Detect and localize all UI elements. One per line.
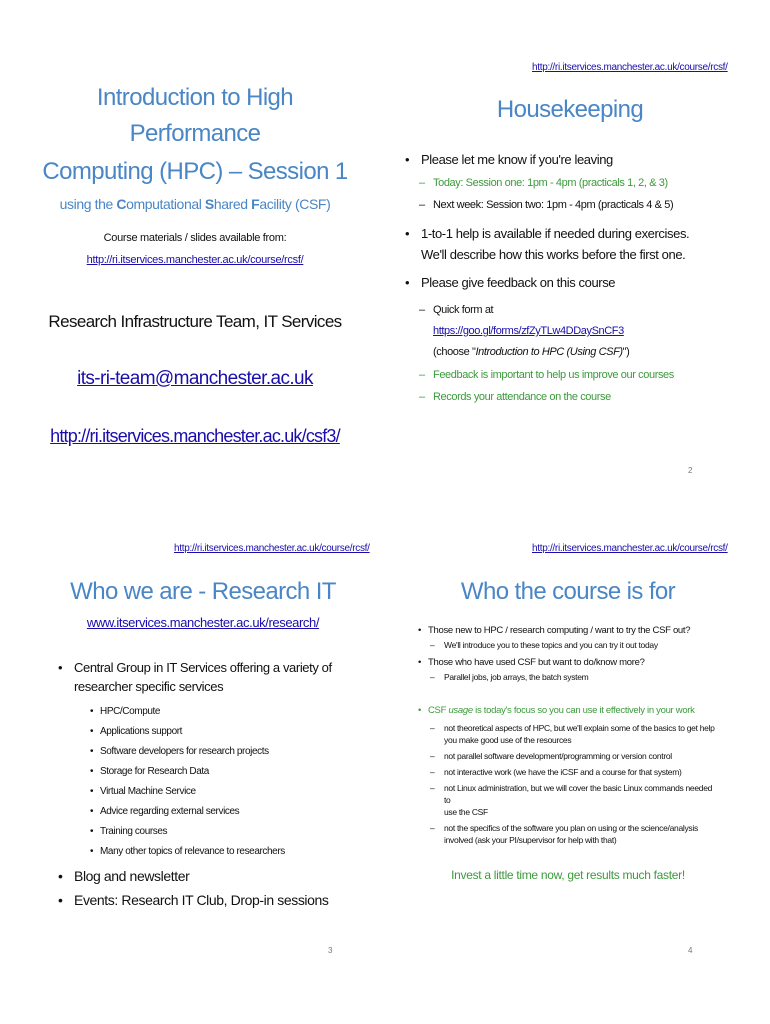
slide3-title: Who we are - Research IT [70,578,336,605]
list-item [90,822,348,842]
sub-text: – not the specifics of the software you plan on using or the science/analysis [444,823,698,833]
bullet-text: Feedback is important to help us improve our courses [433,369,674,381]
slide-2 [405,90,735,403]
list-item [58,658,348,696]
choose-text [433,342,735,363]
list-item [430,722,718,746]
usage-italic: usage [448,705,473,716]
slide-4 [418,572,718,882]
list-item [419,300,735,363]
list-item [418,656,718,670]
subtitle-part: S [204,196,214,212]
bullet-text: researcher specific services [74,679,224,694]
sub-text: – not Linux administration, but we will cover the basic Linux commands needed to [444,783,713,805]
list-item [419,177,735,189]
sub-text: – not interactive work (we have the iCSF and a course for that system) [444,767,682,777]
list-item [405,152,735,167]
materials-label: Course materials / slides available from: [103,232,287,244]
slide1-title-line2: Computing (HPC) – Session 1 [42,158,348,185]
subtitle-part: acility (CSF) [259,196,331,212]
list-item [419,199,735,211]
bullet-text: We'll introduce you to these topics and you can try it out today [444,640,658,650]
bullet-text: Parallel jobs, job arrays, the batch system [444,672,589,682]
slide1-title-line1: Introduction to High Performance [96,84,294,147]
bullet-text: is today's focus so you can use it effectively in your work [472,705,695,716]
bullet-text: – Quick form at [433,304,494,316]
bullet-text: Next week: Session two: 1pm - 4pm (practicals 4 & 5) [433,199,674,211]
sub-text: involved (ask your PI/supervisor for help with that) [444,835,617,845]
list-item [90,802,348,822]
choose-pre: (choose " [433,346,476,358]
choose-post: ") [622,346,630,358]
service-text: Software developers for research projects [100,746,269,757]
bullet-text: CSF [428,705,449,716]
slide3-top-url[interactable]: http://ri.itservices.manchester.ac.uk/course/rcsf/ [174,543,370,554]
sub-text: you make good use of the resources [444,735,572,745]
feedback-form-link[interactable]: https://goo.gl/forms/zfZyTLw4DDaySnCF3 [433,325,624,337]
service-text: Advice regarding external services [100,806,240,817]
slide4-top-url[interactable]: http://ri.itservices.manchester.ac.uk/course/rcsf/ [532,543,728,554]
bullet-text: We'll describe how this works before the first one. [421,247,686,262]
bullet-text: Please let me know if you're leaving [421,152,613,167]
course-audience-list [418,624,718,846]
list-item [58,892,348,908]
services-sublist [90,702,348,862]
service-text: HPC/Compute [100,706,161,717]
sub-text: – not parallel software development/programming or version control [444,751,672,761]
list-item [419,391,735,403]
list-item [405,275,735,290]
service-text: Virtual Machine Service [100,786,196,797]
list-item [90,742,348,762]
slide3-page-number: 3 [328,946,333,955]
housekeeping-list [405,152,735,403]
service-text: Many other topics of relevance to researchers [100,846,285,857]
list-item [90,702,348,722]
bullet-text: Events: Research IT Club, Drop-in sessions [74,892,329,908]
sub-text: use the CSF [444,807,488,817]
service-text: Applications support [100,726,183,737]
csf3-link[interactable]: http://ri.itservices.manchester.ac.uk/csf3/ [50,426,340,446]
slide2-page-number: 2 [688,466,693,475]
subtitle-part: omputational [126,196,205,212]
list-item [430,766,718,778]
bullet-text: Today: Session one: 1pm - 4pm (practicals 1, 2, & 3) [433,177,668,189]
slide4-title: Who the course is for [460,578,676,605]
subtitle-part: F [251,196,260,212]
slide2-title: Housekeeping [496,96,644,123]
subtitle-part: hared [213,196,252,212]
materials-link[interactable]: http://ri.itservices.manchester.ac.uk/course/rcsf/ [86,254,304,266]
service-text: Storage for Research Data [100,766,209,777]
slide4-page-number: 4 [688,946,693,955]
slide-3 [58,572,348,908]
service-text: Training courses [100,826,168,837]
bullet-text: Blog and newsletter [74,868,190,884]
slide1-subtitle [40,196,350,212]
list-item [430,750,718,762]
research-it-link[interactable]: www.itservices.manchester.ac.uk/research/ [86,615,320,630]
list-item [419,369,735,381]
list-item [418,624,718,638]
bullet-text: • Central Group in IT Services offering a variety of [74,660,332,675]
list-item [430,782,718,818]
list-item [430,638,718,652]
choose-italic: Introduction to HPC (Using CSF) [475,346,623,358]
list-item [405,223,735,265]
list-item [418,704,718,718]
team-email-link[interactable]: its-ri-team@manchester.ac.uk [77,368,313,389]
subtitle-part: using the [59,196,117,212]
list-item [430,822,718,846]
bullet-text: Please give feedback on this course [421,275,616,290]
bullet-text: • 1-to-1 help is available if needed during exercises. [421,226,690,241]
subtitle-part: C [116,196,127,212]
list-item [58,868,348,884]
who-we-are-list [58,658,348,908]
bullet-text: Records your attendance on the course [433,391,611,403]
list-item [90,762,348,782]
list-item [430,670,718,684]
list-item [90,842,348,862]
list-item [90,722,348,742]
list-item [90,782,348,802]
sub-text: – not theoretical aspects of HPC, but we'll explain some of the basics to get help [444,723,715,733]
team-name: Research Infrastructure Team, IT Services [48,312,342,331]
bullet-text: Those who have used CSF but want to do/know more? [428,657,645,668]
bullet-text: Those new to HPC / research computing / want to try the CSF out? [428,625,691,636]
slide-1 [40,80,350,447]
closing-text: Invest a little time now, get results much faster! [451,868,685,882]
slide2-top-url[interactable]: http://ri.itservices.manchester.ac.uk/course/rcsf/ [532,62,728,73]
